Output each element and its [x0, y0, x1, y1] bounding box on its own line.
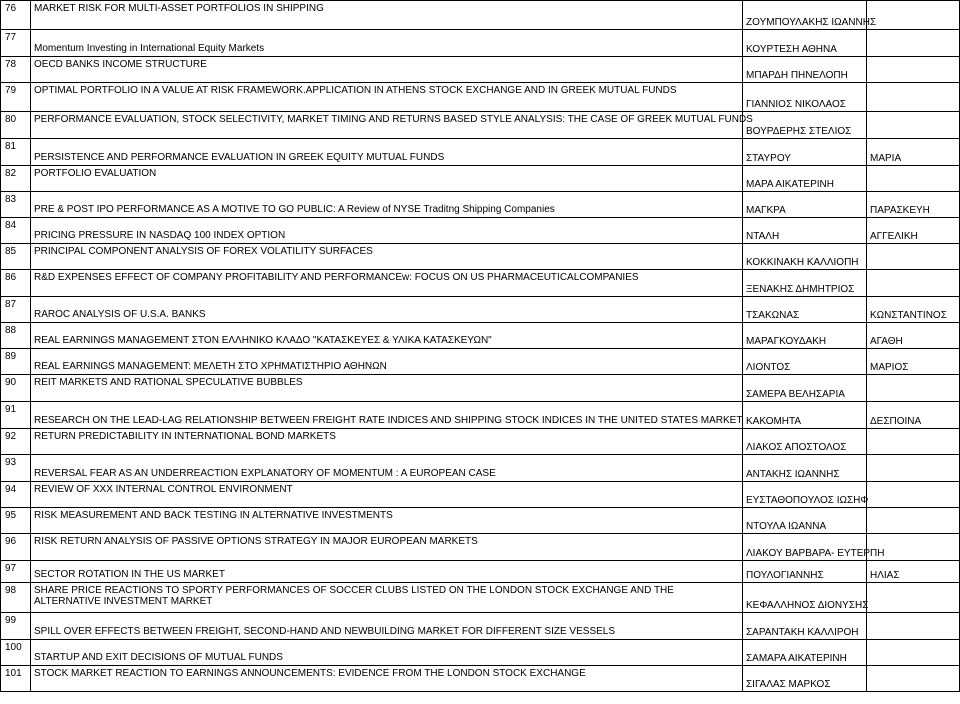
thesis-title: RISK RETURN ANALYSIS OF PASSIVE OPTIONS STRATEGY IN MAJOR EUROPEAN MARKETS [31, 534, 743, 561]
student-first-name: ΑΓΑΘΗ [867, 323, 960, 349]
student-first-name: ΑΓΓΕΛΙΚΗ [867, 218, 960, 244]
row-number: 76 [1, 1, 31, 30]
table-row [1, 244, 960, 270]
student-surname: ΛΙΑΚΟΥ ΒΑΡΒΑΡΑ- ΕΥΤΕΡΠΗ [743, 534, 867, 561]
table-row [1, 57, 960, 83]
table-row [1, 83, 960, 112]
student-surname: ΒΟΥΡΔΕΡΗΣ ΣΤΕΛΙΟΣ [743, 112, 867, 139]
student-first-name: ΠΑΡΑΣΚΕΥΗ [867, 192, 960, 218]
student-first-name [867, 244, 960, 270]
table-row [1, 192, 960, 218]
table-row [1, 375, 960, 402]
student-surname: ΣΑΡΑΝΤΑΚΗ ΚΑΛΛΙΡΟΗ [743, 613, 867, 640]
thesis-title: PRE & POST IPO PERFORMANCE AS A MOTIVE TO GO PUBLIC: A Review of NYSE Traditng Shipping Companies [31, 192, 743, 218]
row-number: 80 [1, 112, 31, 139]
student-first-name [867, 583, 960, 613]
student-surname: ΚΕΦΑΛΛΗΝΟΣ ΔΙΟΝΥΣΗΣ [743, 583, 867, 613]
student-surname: ΖΟΥΜΠΟΥΛΑΚΗΣ ΙΩΑΝΝΗΣ [743, 1, 867, 30]
thesis-title: RESEARCH ON THE LEAD-LAG RELATIONSHIP BETWEEN FREIGHT RATE INDICES AND SHIPPING STOCK INDICES IN THE UNITED STATES MARKET [31, 402, 743, 429]
student-first-name [867, 270, 960, 297]
table-row [1, 402, 960, 429]
student-surname: ΠΟΥΛΟΓΙΑΝΝΗΣ [743, 561, 867, 583]
row-number: 101 [1, 666, 31, 692]
thesis-title: REIT MARKETS AND RATIONAL SPECULATIVE BUBBLES [31, 375, 743, 402]
student-surname: ΤΣΑΚΩΝΑΣ [743, 297, 867, 323]
student-surname: ΜΑΓΚΡΑ [743, 192, 867, 218]
row-number: 90 [1, 375, 31, 402]
thesis-title: Momentum Investing in International Equity Markets [31, 30, 743, 57]
student-surname: ΚΟΚΚΙΝΑΚΗ ΚΑΛΛΙΟΠΗ [743, 244, 867, 270]
student-first-name [867, 30, 960, 57]
thesis-title: OECD BANKS INCOME STRUCTURE [31, 57, 743, 83]
student-first-name [867, 375, 960, 402]
student-surname: ΜΑΡΑ ΑΙΚΑΤΕΡΙΝΗ [743, 166, 867, 192]
student-surname: ΞΕΝΑΚΗΣ ΔΗΜΗΤΡΙΟΣ [743, 270, 867, 297]
row-number: 87 [1, 297, 31, 323]
student-first-name [867, 482, 960, 508]
table-row [1, 349, 960, 375]
table-row [1, 166, 960, 192]
student-surname: ΣΑΜΑΡΑ ΑΙΚΑΤΕΡΙΝΗ [743, 640, 867, 666]
student-surname: ΜΠΑΡΔΗ ΠΗΝΕΛΟΠΗ [743, 57, 867, 83]
table-row [1, 139, 960, 166]
table-row [1, 297, 960, 323]
row-number: 82 [1, 166, 31, 192]
student-first-name: ΗΛΙΑΣ [867, 561, 960, 583]
student-first-name [867, 1, 960, 30]
student-first-name [867, 429, 960, 455]
thesis-title: REAL EARNINGS MANAGEMENT: ΜΕΛΕΤΗ ΣΤΟ ΧΡΗΜΑΤΙΣΤΗΡΙΟ ΑΘΗΝΩΝ [31, 349, 743, 375]
row-number: 98 [1, 583, 31, 613]
student-surname: ΓΙΑΝΝΙΟΣ ΝΙΚΟΛΑΟΣ [743, 83, 867, 112]
row-number: 88 [1, 323, 31, 349]
student-first-name [867, 508, 960, 534]
thesis-title: PORTFOLIO EVALUATION [31, 166, 743, 192]
student-surname: ΣΤΑΥΡΟΥ [743, 139, 867, 166]
row-number: 95 [1, 508, 31, 534]
row-number: 81 [1, 139, 31, 166]
thesis-title: R&D EXPENSES EFFECT OF COMPANY PROFITABILITY AND PERFORMANCEw: FOCUS ON US PHARMACEUTICALCOMPANIES [31, 270, 743, 297]
student-surname: ΛΙΟΝΤΟΣ [743, 349, 867, 375]
row-number: 97 [1, 561, 31, 583]
row-number: 77 [1, 30, 31, 57]
table-row [1, 508, 960, 534]
student-first-name: ΜΑΡΙΑ [867, 139, 960, 166]
table-row [1, 561, 960, 583]
table-row [1, 640, 960, 666]
thesis-title: STOCK MARKET REACTION TO EARNINGS ANNOUNCEMENTS: EVIDENCE FROM THE LONDON STOCK EXCHANGE [31, 666, 743, 692]
student-first-name: ΚΩΝΣΤΑΝΤΙΝΟΣ [867, 297, 960, 323]
row-number: 84 [1, 218, 31, 244]
table-row [1, 455, 960, 482]
thesis-title: RAROC ANALYSIS OF U.S.A. BANKS [31, 297, 743, 323]
thesis-title: REVIEW OF XXX INTERNAL CONTROL ENVIRONMENT [31, 482, 743, 508]
row-number: 79 [1, 83, 31, 112]
row-number: 92 [1, 429, 31, 455]
row-number: 89 [1, 349, 31, 375]
thesis-title: PERSISTENCE AND PERFORMANCE EVALUATION IN GREEK EQUITY MUTUAL FUNDS [31, 139, 743, 166]
table-row [1, 1, 960, 30]
student-first-name: ΔΕΣΠΟΙΝΑ [867, 402, 960, 429]
student-surname: ΑΝΤΑΚΗΣ ΙΩΑΝΝΗΣ [743, 455, 867, 482]
student-surname: ΛΙΑΚΟΣ ΑΠΟΣΤΟΛΟΣ [743, 429, 867, 455]
table-row [1, 112, 960, 139]
student-surname: ΜΑΡΑΓΚΟΥΔΑΚΗ [743, 323, 867, 349]
student-surname: ΝΤΑΛΗ [743, 218, 867, 244]
thesis-title: REAL EARNINGS MANAGEMENT ΣΤΟΝ ΕΛΛΗΝΙΚΟ ΚΛΑΔΟ "ΚΑΤΑΣΚΕΥΕΣ & ΥΛΙΚΑ ΚΑΤΑΣΚΕΥΩΝ" [31, 323, 743, 349]
student-first-name [867, 640, 960, 666]
table-row [1, 270, 960, 297]
row-number: 91 [1, 402, 31, 429]
thesis-title: OPTIMAL PORTFOLIO IN A VALUE AT RISK FRAMEWORK.APPLICATION IN ATHENS STOCK EXCHANGE AND IN GREEK MUTUAL FUNDS [31, 83, 743, 112]
row-number: 100 [1, 640, 31, 666]
table-row [1, 323, 960, 349]
student-surname: ΚΟΥΡΤΕΣΗ ΑΘΗΝΑ [743, 30, 867, 57]
student-first-name [867, 112, 960, 139]
row-number: 86 [1, 270, 31, 297]
student-surname: ΚΑΚΟΜΗΤΑ [743, 402, 867, 429]
table-row [1, 30, 960, 57]
student-surname: ΝΤΟΥΛΑ ΙΩΑΝΝΑ [743, 508, 867, 534]
thesis-title: STARTUP AND EXIT DECISIONS OF MUTUAL FUNDS [31, 640, 743, 666]
thesis-title: PERFORMANCE EVALUATION, STOCK SELECTIVITY, MARKET TIMING AND RETURNS BASED STYLE ANALYSIS: THE CASE OF GREEK MUTUAL FUNDS [31, 112, 743, 139]
thesis-title: PRINCIPAL COMPONENT ANALYSIS OF FOREX VOLATILITY SURFACES [31, 244, 743, 270]
row-number: 93 [1, 455, 31, 482]
student-first-name [867, 666, 960, 692]
student-surname: ΣΑΜΕΡΑ ΒΕΛΗΣΑΡΙΑ [743, 375, 867, 402]
table-row [1, 583, 960, 613]
row-number: 99 [1, 613, 31, 640]
student-surname: ΕΥΣΤΑΘΟΠΟΥΛΟΣ ΙΩΣΗΦ [743, 482, 867, 508]
table-row [1, 429, 960, 455]
student-first-name [867, 613, 960, 640]
thesis-title: RETURN PREDICTABILITY IN INTERNATIONAL BOND MARKETS [31, 429, 743, 455]
table-row [1, 482, 960, 508]
row-number: 96 [1, 534, 31, 561]
student-first-name [867, 83, 960, 112]
thesis-title: PRICING PRESSURE IN NASDAQ 100 INDEX OPTION [31, 218, 743, 244]
thesis-title: MARKET RISK FOR MULTI-ASSET PORTFOLIOS IN SHIPPING [31, 1, 743, 30]
table-row [1, 534, 960, 561]
student-first-name [867, 57, 960, 83]
table-row [1, 613, 960, 640]
row-number: 83 [1, 192, 31, 218]
thesis-title: REVERSAL FEAR AS AN UNDERREACTION EXPLANATORY OF MOMENTUM : A EUROPEAN CASE [31, 455, 743, 482]
thesis-title: SHARE PRICE REACTIONS TO SPORTY PERFORMANCES OF SOCCER CLUBS LISTED ON THE LONDON STOCK EXCHANGE AND THE ALTERNATIVE INVESTMENT MARKET [31, 583, 743, 613]
student-surname: ΣΙΓΑΛΑΣ ΜΑΡΚΟΣ [743, 666, 867, 692]
table-row [1, 218, 960, 244]
table-row [1, 666, 960, 692]
thesis-title: SPILL OVER EFFECTS BETWEEN FREIGHT, SECOND-HAND AND NEWBUILDING MARKET FOR DIFFERENT SIZE VESSELS [31, 613, 743, 640]
row-number: 78 [1, 57, 31, 83]
thesis-title: SECTOR ROTATION IN THE US MARKET [31, 561, 743, 583]
student-first-name [867, 166, 960, 192]
student-first-name [867, 455, 960, 482]
thesis-title: RISK MEASUREMENT AND BACK TESTING IN ALTERNATIVE INVESTMENTS [31, 508, 743, 534]
row-number: 94 [1, 482, 31, 508]
theses-table-body [1, 1, 960, 692]
row-number: 85 [1, 244, 31, 270]
student-first-name: ΜΑΡΙΟΣ [867, 349, 960, 375]
